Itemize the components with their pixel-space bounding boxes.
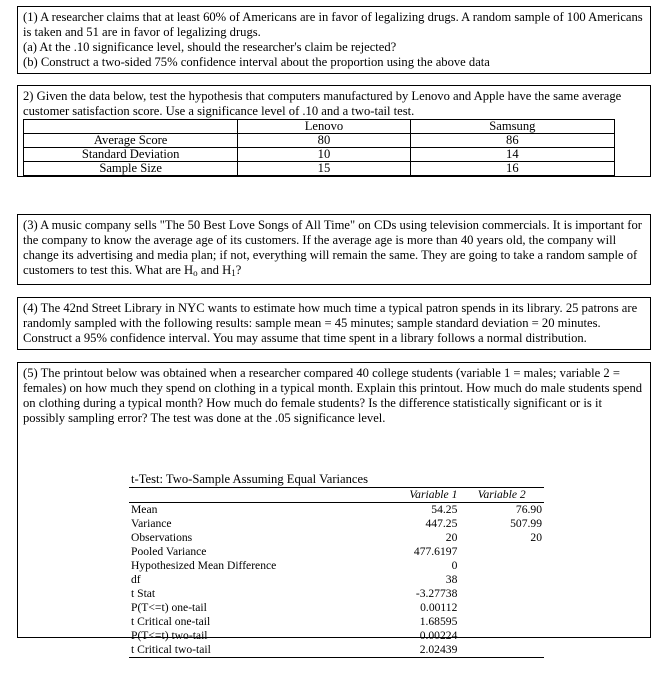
ttest-row-label: Observations (131, 531, 193, 544)
comparison-row (24, 148, 615, 162)
question-4-box (17, 297, 651, 350)
comparison-row (24, 134, 615, 148)
ttest-row (129, 643, 544, 658)
ttest-row-label: Mean (131, 503, 158, 516)
question-3-main: (3) A music company sells "The 50 Best Love Songs of All Time" on CDs using television commercials. It is important for the company to know the average age of its customers. If the average age is more than 40 years old, the company will change its advertising and media plan; if not, everything will remain the same. They are going to take a random sample of customers to test this. What are H (23, 218, 642, 277)
ttest-row-v1: 1.68595 (419, 615, 458, 628)
comparison-row-lenovo: 10 (238, 148, 410, 162)
ttest-row-v1: 477.6197 (413, 545, 458, 558)
ttest-row (129, 545, 544, 559)
question-3-and: and H (197, 263, 232, 277)
comparison-row-samsung: 16 (410, 162, 614, 176)
comparison-row-label: Standard Deviation (24, 148, 238, 162)
ttest-row-v2 (459, 601, 544, 615)
ttest-row-v2 (459, 615, 544, 629)
ttest-row-label: Pooled Variance (131, 545, 207, 558)
ttest-row-label: t Critical two-tail (129, 643, 347, 658)
comparison-header-samsung: Samsung (410, 120, 614, 134)
ttest-row-v1: 0 (451, 559, 458, 572)
ttest-row-label: P(T<=t) one-tail (131, 601, 207, 614)
question-3-end: ? (235, 263, 242, 277)
comparison-table (23, 119, 615, 176)
comparison-row-lenovo: 15 (238, 162, 410, 176)
comparison-header-blank (24, 120, 238, 134)
question-2-box (17, 85, 651, 177)
question-1-part-b: (b) Construct a two-sided 75% confidence interval about the proportion using the above data (23, 55, 490, 69)
ttest-row-v2 (459, 559, 544, 573)
comparison-row-samsung: 14 (410, 148, 614, 162)
question-1-part-a: (a) At the .10 significance level, should the researcher's claim be rejected? (23, 40, 397, 54)
ttest-row (129, 531, 544, 545)
ttest-row-label: t Stat (131, 587, 156, 600)
ttest-row-label: df (131, 573, 141, 586)
ttest-row-v2: 507.99 (510, 517, 542, 530)
ttest-row-v1: 2.02439 (347, 643, 460, 658)
ttest-row-label: Variance (131, 517, 172, 530)
question-3-text (23, 218, 645, 281)
ttest-printout (129, 472, 547, 658)
ttest-row-v2 (459, 573, 544, 587)
ttest-row-v1: 38 (445, 573, 458, 586)
ttest-header-row (129, 488, 544, 503)
ttest-row (129, 615, 544, 629)
question-1-text: (1) A researcher claims that at least 60% of Americans are in favor of legalizing drugs. A random sample of 100 Americans is taken and 51 are in favor of legalizing drugs. (23, 10, 643, 39)
ttest-row (129, 517, 544, 531)
ttest-row-label: P(T<=t) two-tail (131, 629, 208, 642)
ttest-header-blank (129, 488, 347, 503)
question-1-box (17, 6, 651, 74)
ttest-row (129, 587, 544, 601)
comparison-row-lenovo: 80 (238, 134, 410, 148)
ttest-row-label: t Critical one-tail (131, 615, 211, 628)
question-4-text: (4) The 42nd Street Library in NYC wants to estimate how much time a typical patron spends in its library. 25 patrons are randomly sampled with the following results: sample mean = 45 minutes; sample standard deviation = 20 minutes. Construct a 95% confidence interval. You may assume that time spent in a library follows a normal distribution. (23, 301, 638, 345)
ttest-row-v2 (459, 545, 544, 559)
ttest-row (129, 601, 544, 615)
ttest-row (129, 573, 544, 587)
comparison-row-label: Sample Size (24, 162, 238, 176)
ttest-header-variable-1: Variable 1 (347, 488, 460, 503)
h-null-subscript: o (193, 268, 198, 278)
question-3-box (17, 214, 651, 285)
ttest-row (129, 559, 544, 573)
ttest-row-v1: 54.25 (431, 503, 458, 516)
ttest-row-v2 (459, 587, 544, 601)
question-2-text: 2) Given the data below, test the hypothesis that computers manufactured by Lenovo and Apple have the same average customer satisfaction score. Use a significance level of .10 and a two-tail test. (23, 89, 622, 118)
ttest-row (129, 629, 544, 643)
ttest-row-v2 (459, 629, 544, 643)
comparison-row-label: Average Score (24, 134, 238, 148)
ttest-row (129, 503, 544, 518)
ttest-row-v1: 0.00224 (419, 629, 458, 642)
question-5-text: (5) The printout below was obtained when a researcher compared 40 college students (variable 1 = males; variable 2 = females) on how much they spend on clothing in a typical month. Explain this printout. How much do male students spend on clothing during a typical month? How much do female students? Is the difference statistically significant or is it possibly sampling error? The test was done at the .05 significance level. (23, 366, 643, 425)
ttest-table (129, 487, 544, 658)
ttest-row-v1: 447.25 (425, 517, 458, 530)
ttest-row-v1: 0.00112 (420, 601, 458, 614)
ttest-row-v1: 20 (445, 531, 458, 544)
comparison-row-samsung: 86 (410, 134, 614, 148)
ttest-row-v1: -3.27738 (415, 587, 458, 600)
ttest-row-v2 (459, 643, 544, 658)
ttest-title: t-Test: Two-Sample Assuming Equal Variances (131, 472, 369, 486)
comparison-header-lenovo: Lenovo (238, 120, 410, 134)
ttest-row-label: Hypothesized Mean Difference (131, 559, 277, 572)
ttest-row-v2: 20 (530, 531, 542, 544)
h-alt-subscript: 1 (231, 268, 236, 278)
ttest-header-variable-2: Variable 2 (459, 488, 544, 503)
ttest-row-v2: 76.90 (515, 503, 542, 516)
comparison-table-header (24, 120, 615, 134)
comparison-row (24, 162, 615, 176)
